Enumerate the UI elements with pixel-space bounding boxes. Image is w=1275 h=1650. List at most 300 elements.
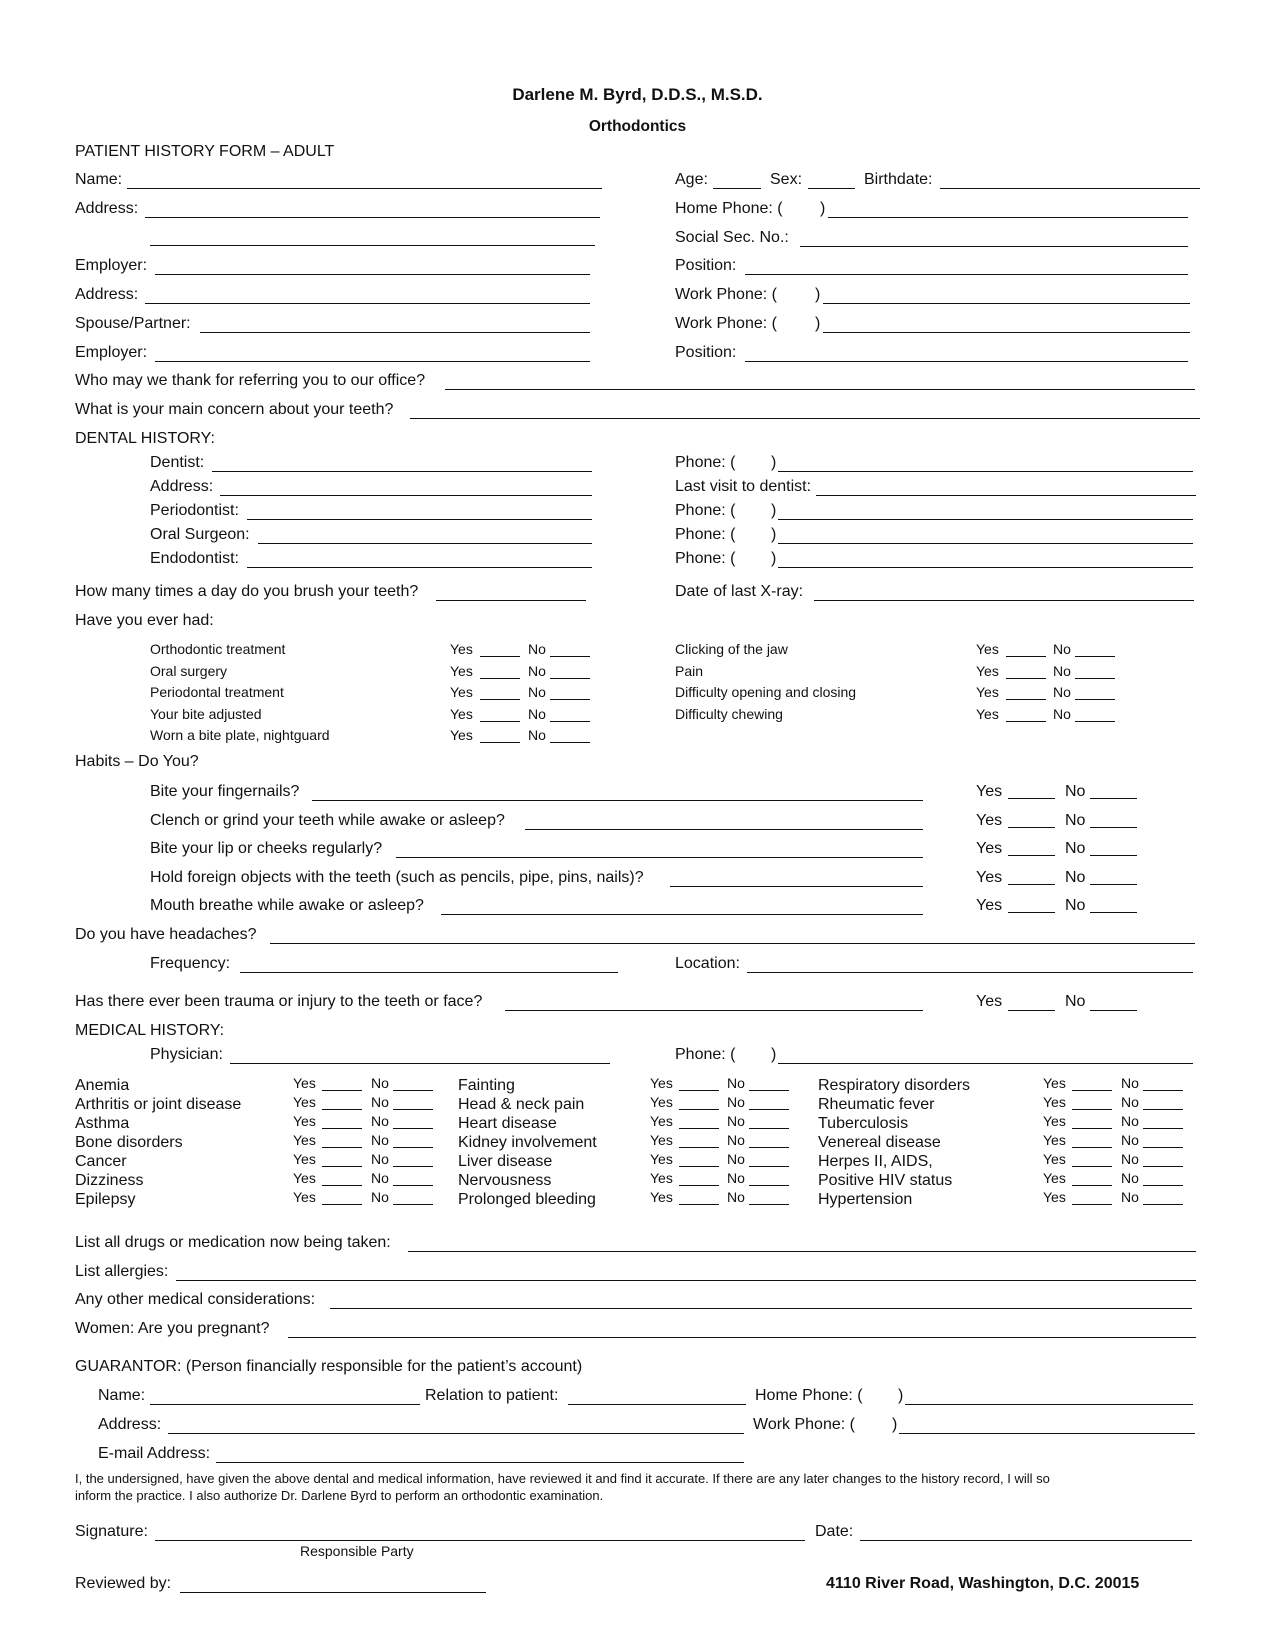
doctor-name: Darlene M. Byrd, D.D.S., M.S.D. xyxy=(512,85,763,104)
brush-label: How many times a day do you brush your teeth? xyxy=(75,583,419,600)
location-label: Location: xyxy=(675,955,740,972)
habit-detail-field[interactable] xyxy=(525,813,923,830)
medical-col2-6-no-label: No xyxy=(727,1189,745,1205)
dental-item: Clicking of the jaw xyxy=(675,641,788,657)
medical-col1-2-yes-field[interactable] xyxy=(322,1114,362,1129)
guarantor-address-label: Address: xyxy=(98,1416,162,1433)
trauma-label: Has there ever been trauma or injury to the teeth or face? xyxy=(75,993,483,1010)
dental-item: Pain xyxy=(675,662,704,679)
dentist-address-label: Address: xyxy=(150,478,214,495)
physician-label: Physician: xyxy=(150,1046,223,1063)
medical-col3-6-no-field[interactable] xyxy=(1143,1190,1183,1205)
habit-0-no-field[interactable] xyxy=(1090,784,1137,799)
habit-2-no-field[interactable] xyxy=(1090,841,1137,856)
medical-col3-6-yes-field[interactable] xyxy=(1072,1190,1112,1205)
medical-condition: Dizziness xyxy=(75,1172,144,1189)
medical-col1-0-no-label: No xyxy=(371,1075,389,1091)
trauma-no-label: No xyxy=(1065,993,1086,1010)
medical-col3-4-yes-field[interactable] xyxy=(1072,1152,1112,1167)
dental-right-3-no-field[interactable] xyxy=(1075,707,1115,722)
medical-col1-4-yes-field[interactable] xyxy=(322,1152,362,1167)
physician-field[interactable] xyxy=(230,1047,610,1064)
dentist-field[interactable] xyxy=(212,455,592,472)
pregnant-field[interactable] xyxy=(288,1321,1196,1338)
form-title: PATIENT HISTORY FORM – ADULT xyxy=(75,143,335,160)
relation-field[interactable] xyxy=(568,1388,746,1405)
dentist-phone-paren: ) xyxy=(771,454,777,471)
medical-col1-2-yes-label: Yes xyxy=(293,1113,316,1129)
medical-col1-0-yes-field[interactable] xyxy=(322,1076,362,1091)
medical-condition: Kidney involvement xyxy=(458,1134,597,1151)
guarantor-work-phone-paren: ) xyxy=(892,1416,898,1433)
periodontist-label: Periodontist: xyxy=(150,502,239,519)
endodontist-phone-paren: ) xyxy=(771,550,777,567)
spouse-employer-label: Employer: xyxy=(75,344,148,361)
medical-col2-6-no-field[interactable] xyxy=(749,1190,789,1205)
habit-item: Hold foreign objects with the teeth (such as pencils, pipe, pins, nails)? xyxy=(150,868,644,886)
habit-0-yes-field[interactable] xyxy=(1008,784,1055,799)
medical-col2-4-no-label: No xyxy=(727,1151,745,1167)
dental-item: Your bite adjusted xyxy=(150,705,262,722)
medical-col3-5-yes-label: Yes xyxy=(1043,1170,1066,1186)
spouse-label: Spouse/Partner: xyxy=(75,315,191,332)
dental-right-0-yes-label: Yes xyxy=(976,641,999,657)
medical-col2-3-no-field[interactable] xyxy=(749,1133,789,1148)
medical-col2-3-no-label: No xyxy=(727,1132,745,1148)
habit-detail-field[interactable] xyxy=(312,784,923,801)
responsible-party-caption: Responsible Party xyxy=(300,1543,414,1559)
spouse-work-phone-field[interactable] xyxy=(823,316,1190,333)
dental-item: Difficulty chewing xyxy=(675,705,783,722)
dental-left-0-yes-label: Yes xyxy=(450,641,473,657)
medical-col2-3-yes-label: Yes xyxy=(650,1132,673,1148)
medical-col1-5-yes-label: Yes xyxy=(293,1170,316,1186)
xray-label: Date of last X-ray: xyxy=(675,583,804,600)
dental-item: Periodontal treatment xyxy=(150,684,284,700)
medical-col2-0-no-label: No xyxy=(727,1075,745,1091)
medical-col2-1-yes-field[interactable] xyxy=(679,1095,719,1110)
medical-col2-0-no-field[interactable] xyxy=(749,1076,789,1091)
medical-col2-6-yes-label: Yes xyxy=(650,1189,673,1205)
dental-left-3-yes-label: Yes xyxy=(450,705,473,722)
allergies-field[interactable] xyxy=(176,1264,1196,1281)
medical-condition: Fainting xyxy=(458,1077,515,1094)
oral-surgeon-field[interactable] xyxy=(258,527,592,544)
guarantor-home-phone-label: Home Phone: ( xyxy=(755,1387,863,1404)
medical-col2-5-yes-field[interactable] xyxy=(679,1171,719,1186)
concern-field[interactable] xyxy=(410,402,1200,419)
work-phone-paren: ) xyxy=(815,286,821,303)
dentist-phone-label: Phone: ( xyxy=(675,454,736,471)
patient-address-field[interactable] xyxy=(145,201,600,218)
medical-col1-1-no-field[interactable] xyxy=(393,1095,433,1110)
sex-label: Sex: xyxy=(770,171,803,188)
habit-1-no-label: No xyxy=(1065,811,1086,829)
patient-address-field-2[interactable] xyxy=(150,229,595,246)
medical-col3-0-yes-field[interactable] xyxy=(1072,1076,1112,1091)
dentist-address-field[interactable] xyxy=(220,479,592,496)
dental-left-2-yes-field[interactable] xyxy=(480,685,520,700)
allergies-label: List allergies: xyxy=(75,1263,169,1280)
medical-col3-4-no-field[interactable] xyxy=(1143,1152,1183,1167)
medical-col2-1-yes-label: Yes xyxy=(650,1094,673,1110)
work-phone-field[interactable] xyxy=(823,287,1190,304)
xray-field[interactable] xyxy=(814,584,1194,601)
work-phone-label: Work Phone: ( xyxy=(675,286,777,303)
habit-2-yes-field[interactable] xyxy=(1008,841,1055,856)
employer-address-label: Address: xyxy=(75,286,139,303)
signature-label: Signature: xyxy=(75,1523,148,1540)
dental-left-1-no-field[interactable] xyxy=(550,664,590,679)
trauma-no-field[interactable] xyxy=(1090,994,1137,1011)
medical-condition: Nervousness xyxy=(458,1172,552,1189)
patient-address-label: Address: xyxy=(75,200,139,217)
last-visit-field[interactable] xyxy=(816,479,1196,496)
medical-condition: Heart disease xyxy=(458,1115,557,1132)
endodontist-label: Endodontist: xyxy=(150,550,239,567)
medical-condition: Head & neck pain xyxy=(458,1096,585,1113)
medical-col3-3-no-label: No xyxy=(1121,1132,1139,1148)
medical-col3-1-yes-label: Yes xyxy=(1043,1094,1066,1110)
medical-col2-1-no-label: No xyxy=(727,1094,745,1110)
frequency-label: Frequency: xyxy=(150,955,231,972)
medical-col3-3-no-field[interactable] xyxy=(1143,1133,1183,1148)
dental-item: Orthodontic treatment xyxy=(150,641,286,657)
dental-right-3-no-label: No xyxy=(1053,705,1071,722)
medical-col3-4-yes-label: Yes xyxy=(1043,1151,1066,1167)
medical-condition: Asthma xyxy=(75,1115,130,1132)
habit-detail-field[interactable] xyxy=(396,841,923,858)
medical-col1-6-yes-label: Yes xyxy=(293,1189,316,1205)
dental-left-2-no-label: No xyxy=(528,684,546,700)
periodontist-phone-field[interactable] xyxy=(778,503,1193,520)
dental-left-4-no-field[interactable] xyxy=(550,728,590,743)
headaches-label: Do you have headaches? xyxy=(75,926,257,943)
medical-col3-2-no-field[interactable] xyxy=(1143,1114,1183,1129)
location-field[interactable] xyxy=(747,956,1193,973)
endodontist-phone-label: Phone: ( xyxy=(675,550,736,567)
ssn-label: Social Sec. No.: xyxy=(675,229,789,246)
employer-field[interactable] xyxy=(155,258,590,275)
medical-col2-6-yes-field[interactable] xyxy=(679,1190,719,1205)
medical-col3-5-no-label: No xyxy=(1121,1170,1139,1186)
medical-col1-6-yes-field[interactable] xyxy=(322,1190,362,1205)
habit-item: Mouth breathe while awake or asleep? xyxy=(150,897,424,914)
medical-col3-3-yes-label: Yes xyxy=(1043,1132,1066,1148)
reviewed-by-label: Reviewed by: xyxy=(75,1575,172,1592)
medical-col3-5-yes-field[interactable] xyxy=(1072,1171,1112,1186)
drugs-field[interactable] xyxy=(408,1235,1196,1252)
ssn-field[interactable] xyxy=(800,230,1188,247)
habit-3-yes-label: Yes xyxy=(976,868,1003,886)
medical-col3-6-no-label: No xyxy=(1121,1189,1139,1205)
dental-left-2-no-field[interactable] xyxy=(550,685,590,700)
dental-item: Worn a bite plate, nightguard xyxy=(150,727,330,743)
oral-surgeon-phone-paren: ) xyxy=(771,526,777,543)
position-label: Position: xyxy=(675,257,737,274)
habit-3-yes-field[interactable] xyxy=(1008,870,1055,885)
medical-col2-0-yes-label: Yes xyxy=(650,1075,673,1091)
dental-right-2-yes-label: Yes xyxy=(976,684,999,700)
pregnant-label: Women: Are you pregnant? xyxy=(75,1320,270,1337)
date-label: Date: xyxy=(815,1523,854,1540)
spouse-field[interactable] xyxy=(200,316,590,333)
habit-0-no-label: No xyxy=(1065,783,1086,800)
medical-history-heading: MEDICAL HISTORY: xyxy=(75,1022,225,1039)
habit-detail-field[interactable] xyxy=(441,898,923,915)
habit-4-yes-label: Yes xyxy=(976,897,1003,914)
consent-line-1: I, the undersigned, have given the above dental and medical information, have reviewed it and find it accurate. If there are any later changes to the history record, I will so xyxy=(75,1471,1050,1486)
medical-col1-3-yes-label: Yes xyxy=(293,1132,316,1148)
dental-left-1-yes-label: Yes xyxy=(450,662,473,679)
habit-item: Bite your fingernails? xyxy=(150,783,300,800)
medical-col2-3-yes-field[interactable] xyxy=(679,1133,719,1148)
frequency-field[interactable] xyxy=(240,956,618,973)
headaches-field[interactable] xyxy=(270,927,1195,944)
habit-item: Clench or grind your teeth while awake or asleep? xyxy=(150,811,505,829)
birthdate-field[interactable] xyxy=(940,172,1200,189)
medical-col2-2-no-label: No xyxy=(727,1113,745,1129)
medical-col2-2-yes-field[interactable] xyxy=(679,1114,719,1129)
medical-col1-3-yes-field[interactable] xyxy=(322,1133,362,1148)
medical-col3-4-no-label: No xyxy=(1121,1151,1139,1167)
habit-detail-field[interactable] xyxy=(670,870,923,887)
medical-col1-3-no-label: No xyxy=(371,1132,389,1148)
medical-col2-1-no-field[interactable] xyxy=(749,1095,789,1110)
medical-condition: Liver disease xyxy=(458,1153,553,1170)
medical-col1-4-no-label: No xyxy=(371,1151,389,1167)
spouse-work-phone-label: Work Phone: ( xyxy=(675,315,777,332)
medical-col2-5-no-field[interactable] xyxy=(749,1171,789,1186)
medical-condition: Positive HIV status xyxy=(818,1172,953,1189)
medical-col1-1-yes-field[interactable] xyxy=(322,1095,362,1110)
dental-right-2-no-field[interactable] xyxy=(1075,685,1115,700)
dental-left-4-yes-label: Yes xyxy=(450,727,473,743)
guarantor-name-label: Name: xyxy=(98,1387,146,1404)
dental-left-1-no-label: No xyxy=(528,662,546,679)
oral-surgeon-phone-label: Phone: ( xyxy=(675,526,736,543)
dental-right-0-yes-field[interactable] xyxy=(1006,642,1046,657)
medical-col1-0-yes-label: Yes xyxy=(293,1075,316,1091)
habit-4-no-label: No xyxy=(1065,897,1086,914)
habit-4-no-field[interactable] xyxy=(1090,898,1137,913)
trauma-yes-label: Yes xyxy=(976,993,1003,1010)
habit-2-no-label: No xyxy=(1065,840,1086,857)
dental-left-4-no-label: No xyxy=(528,727,546,743)
medical-col3-0-yes-label: Yes xyxy=(1043,1075,1066,1091)
age-field[interactable] xyxy=(713,172,761,189)
referral-field[interactable] xyxy=(445,373,1195,390)
medical-col2-0-yes-field[interactable] xyxy=(679,1076,719,1091)
dental-right-1-no-label: No xyxy=(1053,662,1071,679)
dentist-label: Dentist: xyxy=(150,454,205,471)
dental-right-2-yes-field[interactable] xyxy=(1006,685,1046,700)
dental-left-3-yes-field[interactable] xyxy=(480,707,520,722)
dental-left-1-yes-field[interactable] xyxy=(480,664,520,679)
age-label: Age: xyxy=(675,171,708,188)
date-field[interactable] xyxy=(860,1524,1192,1541)
medical-condition: Cancer xyxy=(75,1153,127,1170)
dental-left-0-no-field[interactable] xyxy=(550,642,590,657)
dental-left-3-no-label: No xyxy=(528,705,546,722)
patient-name-field[interactable] xyxy=(127,172,602,189)
brush-field[interactable] xyxy=(436,584,586,601)
dental-left-4-yes-field[interactable] xyxy=(480,728,520,743)
dental-right-3-yes-field[interactable] xyxy=(1006,707,1046,722)
medical-col3-2-yes-label: Yes xyxy=(1043,1113,1066,1129)
medical-condition: Prolonged bleeding xyxy=(458,1191,596,1208)
guarantor-home-phone-field[interactable] xyxy=(905,1388,1193,1405)
medical-col1-4-yes-label: Yes xyxy=(293,1151,316,1167)
oral-surgeon-phone-field[interactable] xyxy=(778,527,1193,544)
medical-col1-4-no-field[interactable] xyxy=(393,1152,433,1167)
habit-item: Bite your lip or cheeks regularly? xyxy=(150,840,383,857)
spouse-position-field[interactable] xyxy=(745,345,1188,362)
medical-col1-1-yes-label: Yes xyxy=(293,1094,316,1110)
guarantor-work-phone-label: Work Phone: ( xyxy=(753,1416,855,1433)
email-field[interactable] xyxy=(216,1446,744,1463)
medical-condition: Arthritis or joint disease xyxy=(75,1096,242,1113)
dental-item: Oral surgery xyxy=(150,662,228,679)
dental-right-1-yes-field[interactable] xyxy=(1006,664,1046,679)
endodontist-phone-field[interactable] xyxy=(778,551,1193,568)
dental-right-0-no-field[interactable] xyxy=(1075,642,1115,657)
dental-history-heading: DENTAL HISTORY: xyxy=(75,430,215,447)
endodontist-field[interactable] xyxy=(247,551,592,568)
medical-col1-2-no-field[interactable] xyxy=(393,1114,433,1129)
home-phone-paren: ) xyxy=(820,200,826,217)
guarantor-address-field[interactable] xyxy=(168,1417,744,1434)
medical-col2-4-yes-label: Yes xyxy=(650,1151,673,1167)
medical-col2-2-yes-label: Yes xyxy=(650,1113,673,1129)
medical-col1-6-no-field[interactable] xyxy=(393,1190,433,1205)
relation-label: Relation to patient: xyxy=(425,1387,559,1404)
habit-0-yes-label: Yes xyxy=(976,783,1003,800)
medical-col3-1-yes-field[interactable] xyxy=(1072,1095,1112,1110)
medical-col3-3-yes-field[interactable] xyxy=(1072,1133,1112,1148)
guarantor-work-phone-field[interactable] xyxy=(899,1417,1195,1434)
medical-col2-4-yes-field[interactable] xyxy=(679,1152,719,1167)
signature-field[interactable] xyxy=(155,1524,805,1541)
ever-had-label: Have you ever had: xyxy=(75,612,214,629)
dentist-phone-field[interactable] xyxy=(778,455,1193,472)
habit-4-yes-field[interactable] xyxy=(1008,898,1055,913)
medical-col3-2-yes-field[interactable] xyxy=(1072,1114,1112,1129)
periodontist-field[interactable] xyxy=(247,503,592,520)
dental-right-1-yes-label: Yes xyxy=(976,662,999,679)
reviewed-by-field[interactable] xyxy=(180,1576,486,1593)
office-address: 4110 River Road, Washington, D.C. 20015 xyxy=(826,1575,1140,1592)
medical-condition: Herpes II, AIDS, xyxy=(818,1153,933,1170)
employer-address-field[interactable] xyxy=(145,287,590,304)
other-medical-field[interactable] xyxy=(330,1292,1192,1309)
guarantor-home-phone-paren: ) xyxy=(898,1387,904,1404)
medical-col3-6-yes-label: Yes xyxy=(1043,1189,1066,1205)
oral-surgeon-label: Oral Surgeon: xyxy=(150,526,250,543)
medical-condition: Rheumatic fever xyxy=(818,1096,935,1113)
medical-col1-0-no-field[interactable] xyxy=(393,1076,433,1091)
dental-right-1-no-field[interactable] xyxy=(1075,664,1115,679)
periodontist-phone-paren: ) xyxy=(771,502,777,519)
medical-col1-6-no-label: No xyxy=(371,1189,389,1205)
spouse-work-phone-paren: ) xyxy=(815,315,821,332)
medical-condition: Anemia xyxy=(75,1077,130,1094)
physician-phone-label: Phone: ( xyxy=(675,1046,736,1063)
guarantor-name-field[interactable] xyxy=(150,1388,420,1405)
medical-col1-1-no-label: No xyxy=(371,1094,389,1110)
patient-name-label: Name: xyxy=(75,171,123,188)
dental-left-0-no-label: No xyxy=(528,641,546,657)
guarantor-heading: GUARANTOR: (Person financially responsible for the patient’s account) xyxy=(75,1358,583,1375)
consent-line-2: inform the practice. I also authorize Dr. Darlene Byrd to perform an orthodontic examination. xyxy=(75,1488,604,1503)
habit-3-no-label: No xyxy=(1065,868,1086,886)
specialty: Orthodontics xyxy=(588,118,687,135)
medical-col1-5-no-label: No xyxy=(371,1170,389,1186)
medical-col3-0-no-label: No xyxy=(1121,1075,1139,1091)
last-visit-label: Last visit to dentist: xyxy=(675,478,812,495)
home-phone-label: Home Phone: ( xyxy=(675,200,783,217)
dental-item: Difficulty opening and closing xyxy=(675,684,857,700)
habits-heading: Habits – Do You? xyxy=(75,753,199,770)
medical-col2-5-no-label: No xyxy=(727,1170,745,1186)
physician-phone-field[interactable] xyxy=(778,1047,1193,1064)
email-label: E-mail Address: xyxy=(98,1445,211,1462)
medical-condition: Hypertension xyxy=(818,1191,913,1208)
dental-left-0-yes-field[interactable] xyxy=(480,642,520,657)
medical-col1-5-yes-field[interactable] xyxy=(322,1171,362,1186)
sex-field[interactable] xyxy=(808,172,855,189)
habit-1-yes-label: Yes xyxy=(976,811,1003,829)
employer-label: Employer: xyxy=(75,257,148,274)
home-phone-field[interactable] xyxy=(828,201,1188,218)
dental-left-3-no-field[interactable] xyxy=(550,707,590,722)
trauma-yes-field[interactable] xyxy=(1008,994,1055,1011)
medical-col2-2-no-field[interactable] xyxy=(749,1114,789,1129)
dental-right-0-no-label: No xyxy=(1053,641,1071,657)
concern-label: What is your main concern about your teeth? xyxy=(75,401,394,418)
spouse-position-label: Position: xyxy=(675,344,737,361)
medical-col3-1-no-label: No xyxy=(1121,1094,1139,1110)
medical-condition: Respiratory disorders xyxy=(818,1077,971,1094)
dental-right-3-yes-label: Yes xyxy=(976,705,999,722)
medical-col3-0-no-field[interactable] xyxy=(1143,1076,1183,1091)
medical-col2-4-no-field[interactable] xyxy=(749,1152,789,1167)
medical-condition: Epilepsy xyxy=(75,1191,136,1208)
habit-3-no-field[interactable] xyxy=(1090,870,1137,885)
medical-col1-5-no-field[interactable] xyxy=(393,1171,433,1186)
habit-2-yes-label: Yes xyxy=(976,840,1003,857)
drugs-label: List all drugs or medication now being taken: xyxy=(75,1234,391,1251)
birthdate-label: Birthdate: xyxy=(864,171,933,188)
medical-condition: Tuberculosis xyxy=(818,1115,909,1132)
spouse-employer-field[interactable] xyxy=(155,345,590,362)
position-field[interactable] xyxy=(745,258,1188,275)
medical-col3-2-no-label: No xyxy=(1121,1113,1139,1129)
other-medical-label: Any other medical considerations: xyxy=(75,1291,316,1308)
medical-col3-1-no-field[interactable] xyxy=(1143,1095,1183,1110)
medical-col2-5-yes-label: Yes xyxy=(650,1170,673,1186)
physician-phone-paren: ) xyxy=(771,1046,777,1063)
medical-col3-5-no-field[interactable] xyxy=(1143,1171,1183,1186)
medical-condition: Venereal disease xyxy=(818,1134,941,1151)
referral-label: Who may we thank for referring you to our office? xyxy=(75,372,426,389)
dental-right-2-no-label: No xyxy=(1053,684,1071,700)
habit-1-no-field[interactable] xyxy=(1090,813,1137,828)
periodontist-phone-label: Phone: ( xyxy=(675,502,736,519)
habit-1-yes-field[interactable] xyxy=(1008,813,1055,828)
medical-col1-3-no-field[interactable] xyxy=(393,1133,433,1148)
trauma-field[interactable] xyxy=(505,994,923,1011)
